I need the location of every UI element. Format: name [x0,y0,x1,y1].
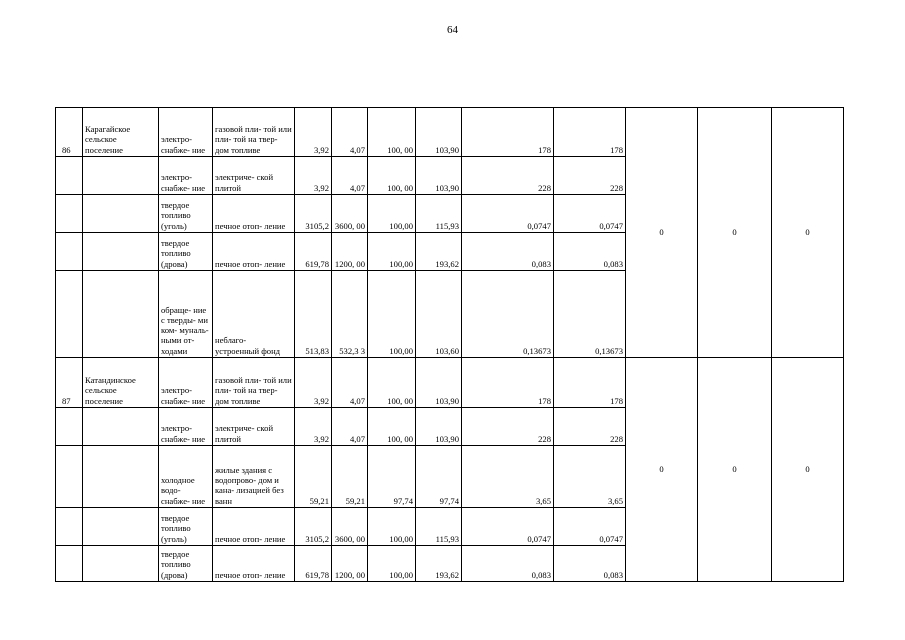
value-cell: 0,13673 [554,271,626,358]
value-cell: 100, 00 [368,157,416,195]
value-cell: 0,13673 [462,271,554,358]
service-cell: холодное водо- снабже- ние [159,446,213,508]
value-cell: 4,07 [332,358,368,408]
value-cell: 103,60 [416,271,462,358]
value-cell: 100,00 [368,508,416,546]
value-cell: 228 [462,157,554,195]
value-cell: 0,083 [462,233,554,271]
side-value-cell: 0 [698,108,772,358]
row-number [56,446,83,508]
service-cell: твердое топливо (дрова) [159,546,213,582]
value-cell: 178 [554,108,626,157]
value-cell: 100,00 [368,546,416,582]
service-cell: обраще- ние с тверды- ми ком- муналь- ными от- ходами [159,271,213,358]
service-cell: твердое топливо (дрова) [159,233,213,271]
value-cell: 228 [554,408,626,446]
row-number [56,546,83,582]
value-cell: 100,00 [368,195,416,233]
settlement-cell [83,508,159,546]
value-cell: 0,083 [554,233,626,271]
value-cell: 3105,2 [295,195,332,233]
row-number [56,271,83,358]
object-cell: печное отоп- ление [213,195,295,233]
tariff-table [55,107,844,582]
settlement-cell [83,157,159,195]
value-cell: 0,083 [554,546,626,582]
object-cell: газовой пли- той или пли- той на твер- дом топливе [213,108,295,157]
value-cell: 0,0747 [554,195,626,233]
value-cell: 115,93 [416,508,462,546]
value-cell: 178 [462,108,554,157]
table-row [56,358,844,408]
row-number [56,195,83,233]
service-cell: электро- снабже- ние [159,408,213,446]
row-number [56,233,83,271]
object-cell: печное отоп- ление [213,508,295,546]
value-cell: 100, 00 [368,108,416,157]
side-value-cell: 0 [626,358,698,582]
value-cell: 178 [554,358,626,408]
settlement-cell [83,195,159,233]
value-cell: 3600, 00 [332,508,368,546]
row-number: 86 [56,108,83,157]
value-cell: 4,07 [332,157,368,195]
value-cell: 100,00 [368,233,416,271]
value-cell: 103,90 [416,358,462,408]
row-number [56,508,83,546]
value-cell: 1200, 00 [332,546,368,582]
value-cell: 228 [554,157,626,195]
value-cell: 0,083 [462,546,554,582]
row-number [56,157,83,195]
side-value-cell: 0 [626,108,698,358]
settlement-cell [83,408,159,446]
value-cell: 103,90 [416,108,462,157]
value-cell: 4,07 [332,408,368,446]
value-cell: 103,90 [416,157,462,195]
settlement-cell [83,271,159,358]
value-cell: 178 [462,358,554,408]
settlement-cell: Катандинское сельское поселение [83,358,159,408]
page-number: 64 [447,24,458,36]
settlement-cell [83,446,159,508]
value-cell: 103,90 [416,408,462,446]
side-value-cell: 0 [698,358,772,582]
object-cell: печное отоп- ление [213,233,295,271]
value-cell: 4,07 [332,108,368,157]
service-cell: твердое топливо (уголь) [159,508,213,546]
side-value-cell: 0 [772,358,844,582]
value-cell: 619,78 [295,546,332,582]
service-cell: электро- снабже- ние [159,157,213,195]
object-cell: печное отоп- ление [213,546,295,582]
value-cell: 619,78 [295,233,332,271]
value-cell: 59,21 [295,446,332,508]
value-cell: 3,92 [295,358,332,408]
value-cell: 3,92 [295,408,332,446]
value-cell: 115,93 [416,195,462,233]
value-cell: 0,0747 [554,508,626,546]
object-cell: газовой пли- той или пли- той на твер- дом топливе [213,358,295,408]
row-number: 87 [56,358,83,408]
value-cell: 59,21 [332,446,368,508]
row-number [56,408,83,446]
value-cell: 3,65 [462,446,554,508]
value-cell: 100, 00 [368,358,416,408]
value-cell: 3105,2 [295,508,332,546]
value-cell: 513,83 [295,271,332,358]
object-cell: электриче- ской плитой [213,408,295,446]
value-cell: 193,62 [416,233,462,271]
value-cell: 532,3 3 [332,271,368,358]
settlement-cell [83,233,159,271]
object-cell: электриче- ской плитой [213,157,295,195]
settlement-cell: Карагайское сельское поселение [83,108,159,157]
settlement-cell [83,546,159,582]
service-cell: электро- снабже- ние [159,108,213,157]
object-cell: жилые здания с водопрово- дом и кана- лизацией без ванн [213,446,295,508]
object-cell: неблаго- устроенный фонд [213,271,295,358]
value-cell: 100, 00 [368,408,416,446]
service-cell: твердое топливо (уголь) [159,195,213,233]
value-cell: 3600, 00 [332,195,368,233]
value-cell: 3,92 [295,108,332,157]
table-row [56,108,844,157]
value-cell: 3,65 [554,446,626,508]
value-cell: 97,74 [416,446,462,508]
value-cell: 1200, 00 [332,233,368,271]
value-cell: 0,0747 [462,508,554,546]
value-cell: 3,92 [295,157,332,195]
side-value-cell: 0 [772,108,844,358]
value-cell: 97,74 [368,446,416,508]
service-cell: электро- снабже- ние [159,358,213,408]
value-cell: 100,00 [368,271,416,358]
value-cell: 228 [462,408,554,446]
value-cell: 0,0747 [462,195,554,233]
value-cell: 193,62 [416,546,462,582]
